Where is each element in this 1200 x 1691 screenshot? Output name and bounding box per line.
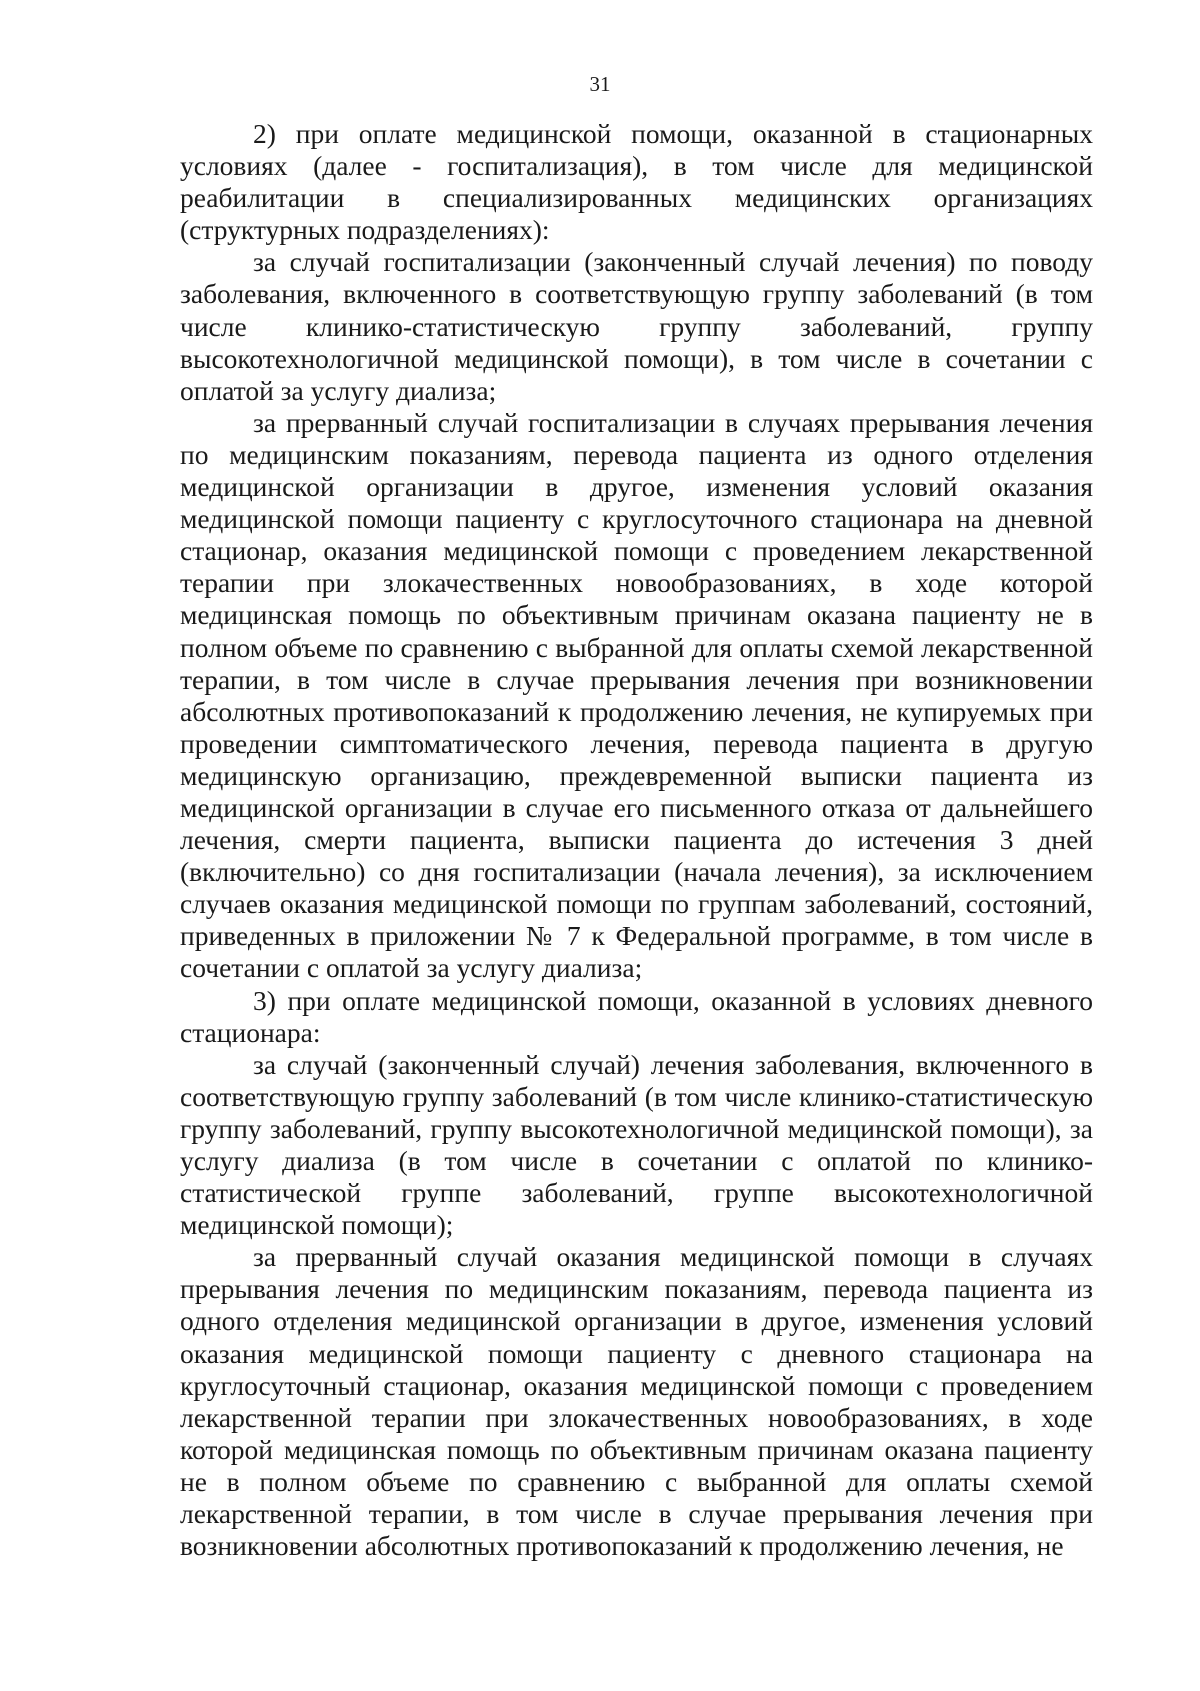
- page-number: 31: [589, 72, 611, 96]
- document-body: [180, 118, 1093, 1562]
- paragraph-item-3-day-hospital: 3) при оплате медицинской помощи, оказанной в условиях дневного стационара:: [180, 984, 1093, 1048]
- paragraph-day-hospital-completed-case: за случай (законченный случай) лечения заболевания, включенного в соответствующую группу заболеваний (в том числе клинико-статистическую группу заболеваний, группу высокотехнологичной медицинской помощи), за услугу диализа (в том числе в сочетании с оплатой по клинико-статистической группе заболеваний, группе высокотехнологичной медицинской помощи);: [180, 1048, 1093, 1241]
- paragraph-completed-case: за случай госпитализации (законченный случай лечения) по поводу заболевания, включенного в соответствующую группу заболеваний (в том числе клинико-статистическую группу заболеваний, группу высокотехнологичной медицинской помощи), в том числе в сочетании с оплатой за услугу диализа;: [180, 246, 1093, 406]
- paragraph-interrupted-case: за прерванный случай госпитализации в случаях прерывания лечения по медицинским показаниям, перевода пациента из одного отделения медицинской организации в другое, изменения условий оказания медицинской помощи пациенту с круглосуточного стационара на дневной стационар, оказания медицинской помощи с проведением лекарственной терапии при злокачественных новообразованиях, в ходе которой медицинская помощь по объективным причинам оказана пациенту не в полном объеме по сравнению с выбранной для оплаты схемой лекарственной терапии, в том числе в случае прерывания лечения при возникновении абсолютных противопоказаний к продолжению лечения, не купируемых при проведении симптоматического лечения, перевода пациента в другую медицинскую организацию, преждевременной выписки пациента из медицинской организации в случае его письменного отказа от дальнейшего лечения, смерти пациента, выписки пациента до истечения 3 дней (включительно) со дня госпитализации (начала лечения), за исключением случаев оказания медицинской помощи по группам заболеваний, состояний, приведенных в приложении № 7 к Федеральной программе, в том числе в сочетании с оплатой за услугу диализа;: [180, 406, 1093, 984]
- paragraph-day-hospital-interrupted-case: за прерванный случай оказания медицинской помощи в случаях прерывания лечения по медицинским показаниям, перевода пациента из одного отделения медицинской организации в другое, изменения условий оказания медицинской помощи пациенту с дневного стационара на круглосуточный стационар, оказания медицинской помощи с проведением лекарственной терапии при злокачественных новообразованиях, в ходе которой медицинская помощь по объективным причинам оказана пациенту не в полном объеме по сравнению с выбранной для оплаты схемой лекарственной терапии, в том числе в случае прерывания лечения при возникновении абсолютных противопоказаний к продолжению лечения, не: [180, 1241, 1093, 1562]
- paragraph-item-2-hospitalization: 2) при оплате медицинской помощи, оказанной в стационарных условиях (далее - госпитализация), в том числе для медицинской реабилитации в специализированных медицинских организациях (структурных подразделениях):: [180, 118, 1093, 246]
